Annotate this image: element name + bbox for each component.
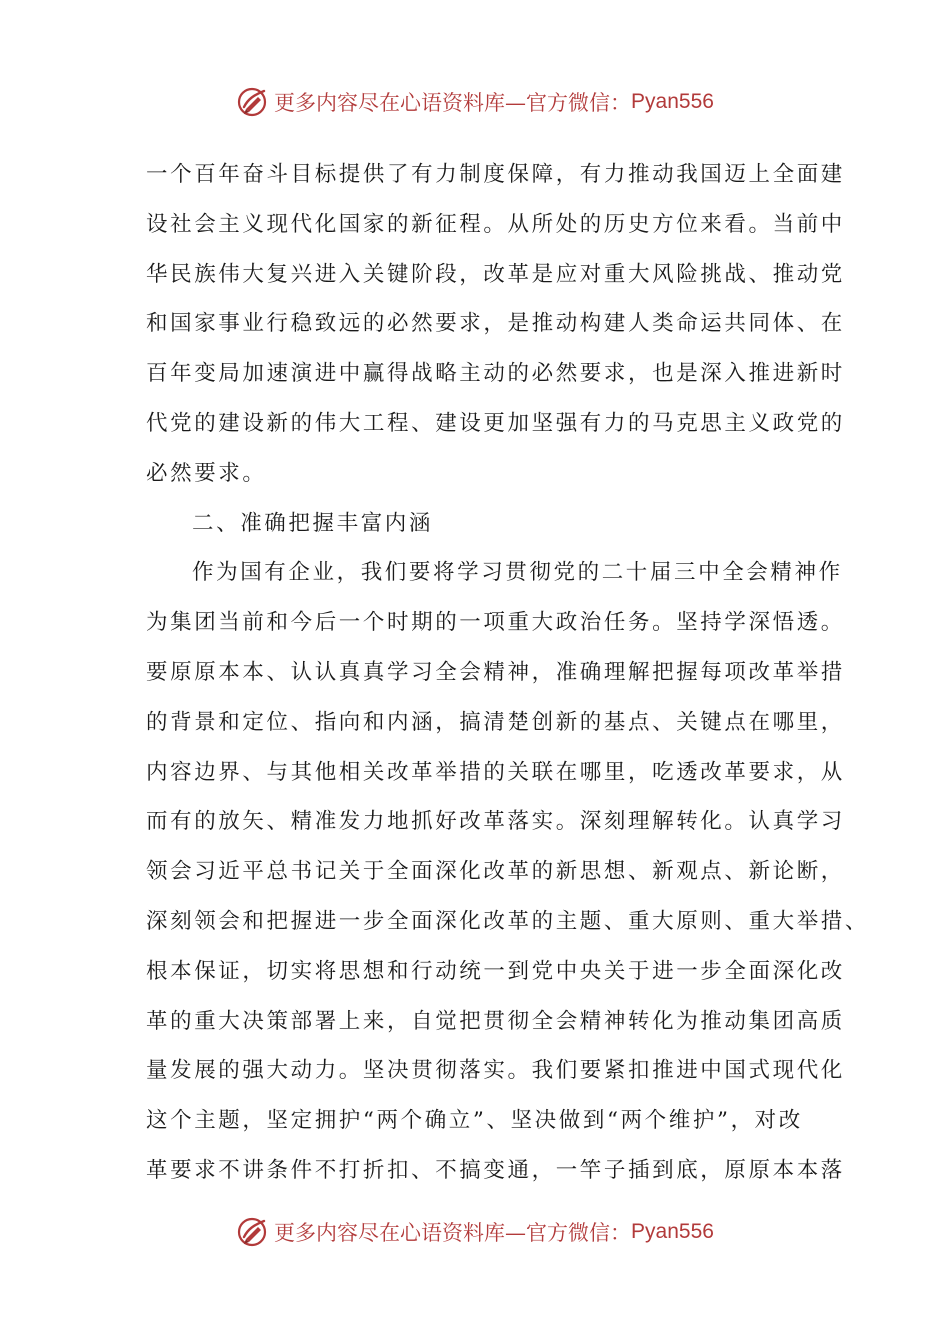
text-line: 根本保证，切实将思想和行动统一到党中央关于进一步全面深化改 xyxy=(146,958,845,984)
text-line: 为集团当前和今后一个时期的一项重大政治任务。坚持学深悟透。 xyxy=(146,610,845,636)
text-line: 这个主题，坚定拥护“两个确立”、坚决做到“两个维护”，对改 xyxy=(146,1108,803,1134)
text-line: 一个百年奋斗目标提供了有力制度保障，有力推动我国迈上全面建 xyxy=(146,162,845,187)
text-line: 深刻领会和把握进一步全面深化改革的主题、重大原则、重大举措、 xyxy=(146,908,870,934)
wechat-handle: Pyan556 xyxy=(631,1220,714,1243)
text-line: 领会习近平总书记关于全面深化改革的新思想、新观点、新论断， xyxy=(146,859,845,885)
text-line: 革的重大决策部署上来，自觉把贯彻全会精神转化为推动集团高质 xyxy=(146,1008,845,1034)
banner-text: 更多内容尽在心语资料库—官方微信： xyxy=(274,91,632,115)
text-line: 的背景和定位、指向和内涵，搞清楚创新的基点、关键点在哪里， xyxy=(146,709,845,735)
text-line: 内容边界、与其他相关改革举措的关联在哪里，吃透改革要求，从 xyxy=(146,759,845,785)
text-line: 要原原本本、认认真真学习全会精神，准确理解把握每项改革举措 xyxy=(146,659,845,685)
footer-banner xyxy=(0,1212,950,1252)
text-line: 设社会主义现代化国家的新征程。从所处的历史方位来看。当前中 xyxy=(146,211,845,237)
text-line: 革要求不讲条件不打折扣、不搞变通，一竿子插到底，原原本本落 xyxy=(146,1157,845,1183)
pen-logo-icon xyxy=(236,1215,270,1249)
text-line: 量发展的强大动力。坚决贯彻落实。我们要紧扣推进中国式现代化 xyxy=(146,1058,845,1084)
banner-text: 更多内容尽在心语资料库—官方微信： xyxy=(274,1221,632,1245)
text-line: 作为国有企业，我们要将学习贯彻党的二十届三中全会精神作 xyxy=(192,560,843,586)
header-banner xyxy=(0,82,950,122)
text-line: 而有的放矢、精准发力地抓好改革落实。深刻理解转化。认真学习 xyxy=(146,809,845,835)
text-line: 代党的建设新的伟大工程、建设更加坚强有力的马克思主义政党的 xyxy=(146,410,845,436)
wechat-handle: Pyan556 xyxy=(631,90,714,113)
text-line: 百年变局加速演进中赢得战略主动的必然要求，也是深入推进新时 xyxy=(146,361,845,387)
pen-logo-icon xyxy=(236,85,270,119)
text-line: 和国家事业行稳致远的必然要求，是推动构建人类命运共同体、在 xyxy=(146,311,845,337)
section-heading: 二、准确把握丰富内涵 xyxy=(192,510,434,536)
text-line: 必然要求。 xyxy=(146,460,267,486)
document-body xyxy=(146,150,870,1196)
text-line: 华民族伟大复兴进入关键阶段，改革是应对重大风险挑战、推动党 xyxy=(146,261,845,287)
